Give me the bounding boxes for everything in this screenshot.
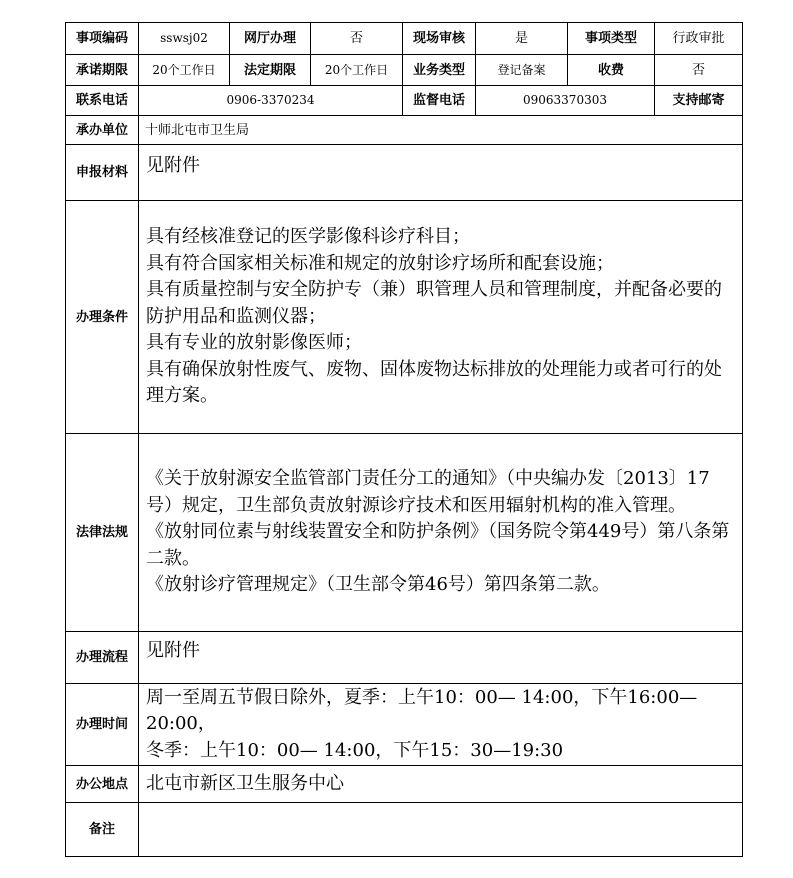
promise-period-value: 20个工作日 (139, 55, 230, 86)
conditions-label: 办理条件 (66, 201, 139, 434)
organization-value: 十师北屯市卫生局 (139, 116, 743, 145)
contact-phone-value: 0906-3370234 (139, 86, 403, 116)
materials-label: 申报材料 (66, 145, 139, 201)
row-laws (66, 434, 743, 632)
row-deadlines (66, 55, 743, 86)
row-hours (66, 684, 743, 766)
materials-value: 见附件 (139, 145, 743, 201)
condition-item: 具有专业的放射影像医师； (146, 332, 362, 354)
item-code-value: sswsj02 (139, 23, 230, 55)
row-basic-info (66, 23, 743, 55)
supervision-phone-label: 监督电话 (403, 86, 476, 116)
condition-item: 具有确保放射性废气、废物、固体废物达标排放的处理能力或者可行的处理方案。 (146, 358, 722, 407)
conditions-value (139, 201, 743, 434)
row-organization (66, 116, 743, 145)
promise-period-label: 承诺期限 (66, 55, 139, 86)
row-materials (66, 145, 743, 201)
item-type-label: 事项类型 (568, 23, 655, 55)
condition-item: 具有质量控制与安全防护专（兼）职管理人员和管理制度，并配备必要的防护用品和监测仪器； (146, 279, 722, 327)
business-type-label: 业务类型 (403, 55, 476, 86)
laws-label: 法律法规 (66, 434, 139, 632)
item-type-value: 行政审批 (655, 23, 743, 55)
remarks-label: 备注 (66, 803, 139, 857)
row-remarks (66, 803, 743, 857)
row-process (66, 632, 743, 684)
hours-item: 周一至周五节假日除外，夏季：上午10：00— 14:00，下午16:00—20:00， (146, 686, 698, 735)
business-type-value: 登记备案 (476, 55, 568, 86)
mail-support-label: 支持邮寄 (655, 86, 743, 116)
condition-item: 具有经核准登记的医学影像科诊疗科目； (146, 226, 470, 248)
row-contacts (66, 86, 743, 116)
legal-period-label: 法定期限 (230, 55, 311, 86)
organization-label: 承办单位 (66, 116, 139, 145)
online-handling-label: 网厅办理 (230, 23, 311, 55)
location-label: 办公地点 (66, 766, 139, 803)
legal-period-value: 20个工作日 (311, 55, 403, 86)
fee-value: 否 (655, 55, 743, 86)
hours-value (139, 684, 743, 766)
item-code-label: 事项编码 (66, 23, 139, 55)
contact-phone-label: 联系电话 (66, 86, 139, 116)
supervision-phone-value: 09063370303 (476, 86, 655, 116)
law-item: 《放射同位素与射线装置安全和防护条例》（国务院令第449号）第八条第二款。 (146, 521, 730, 569)
online-handling-value: 否 (311, 23, 403, 55)
condition-item: 具有符合国家相关标准和规定的放射诊疗场所和配套设施； (146, 252, 614, 274)
hours-label: 办理时间 (66, 684, 139, 766)
law-item: 《放射诊疗管理规定》（卫生部令第46号）第四条第二款。 (146, 574, 610, 596)
laws-value (139, 434, 743, 632)
law-item: 《关于放射源安全监管部门责任分工的通知》（中央编办发〔2013〕17号）规定，卫生部负责放射源诊疗技术和医用辐射机构的准入管理。 (146, 468, 710, 516)
remarks-value (139, 803, 743, 857)
fee-label: 收费 (568, 55, 655, 86)
process-label: 办理流程 (66, 632, 139, 684)
hours-item: 冬季：上午10：00— 14:00，下午15：30—19:30 (146, 739, 564, 761)
process-value: 见附件 (139, 632, 743, 684)
service-info-table (65, 22, 743, 857)
location-value: 北屯市新区卫生服务中心 (139, 766, 743, 803)
row-conditions (66, 201, 743, 434)
row-location (66, 766, 743, 803)
onsite-review-value: 是 (476, 23, 568, 55)
onsite-review-label: 现场审核 (403, 23, 476, 55)
